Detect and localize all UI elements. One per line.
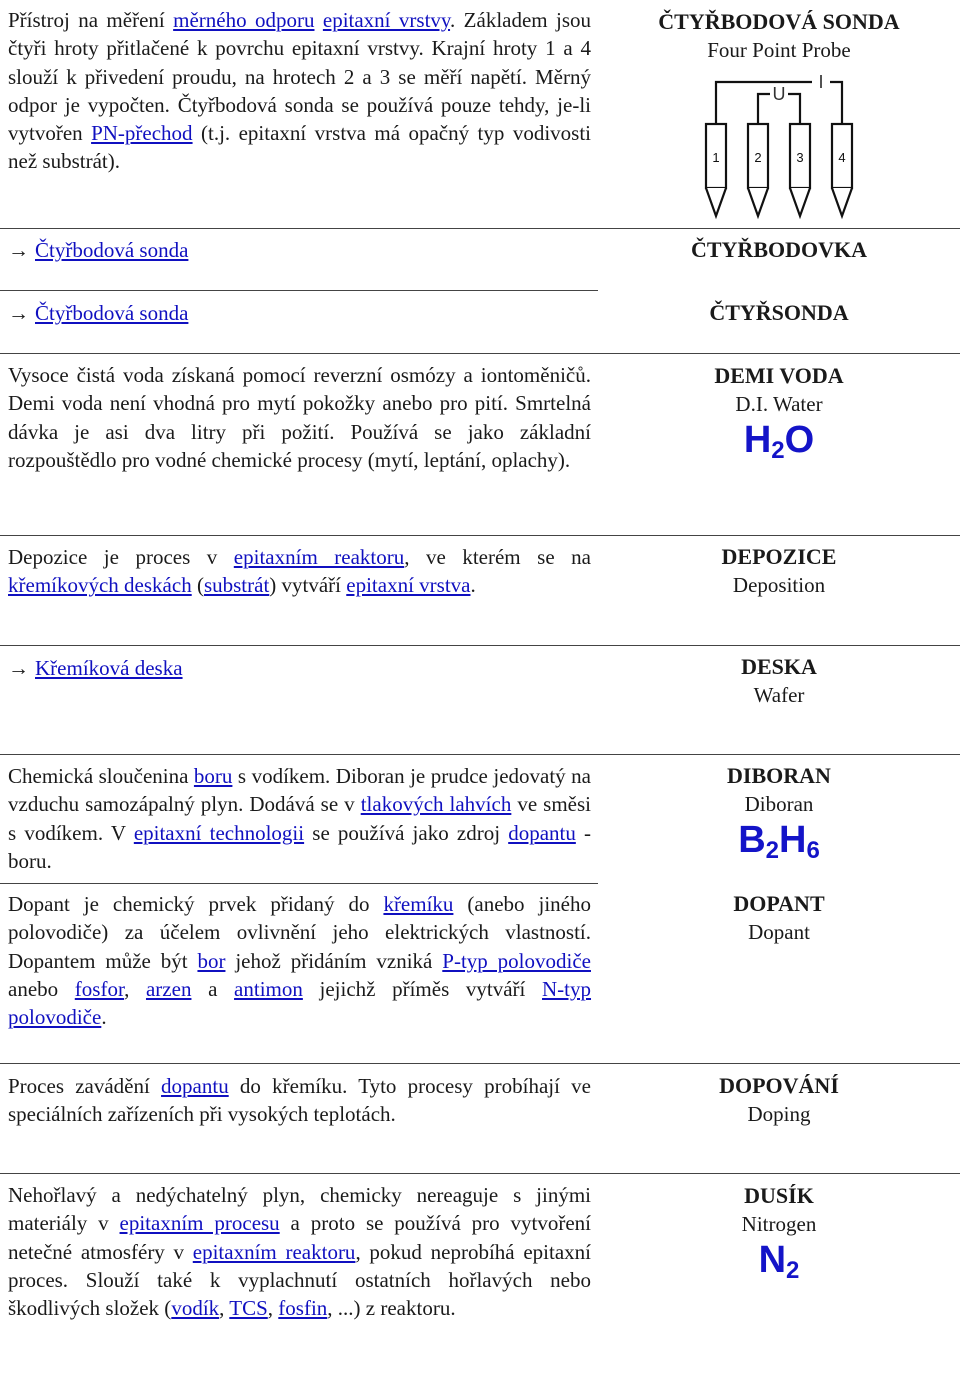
link-fosfor[interactable]: fosfor <box>74 976 125 1001</box>
probe-number-2: 2 <box>754 150 762 165</box>
term-block-depozice <box>598 543 960 599</box>
definition-deska <box>8 654 591 682</box>
link-vodik[interactable]: vodík <box>171 1296 220 1321</box>
divider <box>0 353 960 354</box>
link-fosfin[interactable]: fosfin <box>278 1296 328 1321</box>
link-kremikove-desky[interactable]: křemíkových deskách <box>8 573 192 598</box>
term-block-dusik <box>598 1182 960 1293</box>
text: . Základem jsou čtyři hroty přitlačené k povrchu epitaxní vrstvy. Krajní hroty 1 a 4 slouží k přivedení proudu, na hrotech 2 a 3 se měří napětí. Měrný odpor je vypočten. Čtyřbodová sonda se používá pouze tehdy, je-li vytvořen <box>8 8 592 146</box>
link-bor[interactable]: boru <box>193 764 233 788</box>
definition-diboran: Chemická sloučenina boru s vodíkem. Diboran je prudce jedovatý na vzduchu samozápalný plyn. Dodává se v tlakových lahvích ve směsi s vodíkem. V epitaxní technologii se používá jako zdroj dopantu - boru. <box>8 764 592 873</box>
crossref-kremikova-deska[interactable]: Křemíková deska <box>35 656 183 680</box>
probe-number-4: 4 <box>838 150 846 165</box>
term-block-ctyrbodovka <box>598 236 960 264</box>
definition-ctyrbodovka <box>8 236 591 264</box>
definition-dopovani: Proces zavádění dopantu do křemíku. Tyto procesy probíhají ve speciálních zařízeních při vysokých teplotách. <box>8 1074 591 1127</box>
probe-4 <box>832 124 852 216</box>
definition-dopant: Dopant je chemický prvek přidaný do křemíku (anebo jiného polovodiče) za účelem ovlivnění jeho elektrických vlastností. Dopantem může být bor jehož přidáním vzniká P-typ polovodiče anebo fosfor, arzen a antimon jejichž příměs vytváří N-typ polovodiče. <box>8 892 592 1030</box>
divider <box>0 1173 960 1174</box>
link-antimon[interactable]: antimon <box>234 976 303 1001</box>
link-epitaxni-technologie[interactable]: epitaxní technologii <box>133 820 305 845</box>
link-epitaxni-proces[interactable]: epitaxním procesu <box>119 1211 280 1236</box>
link-pn-prechod[interactable]: PN-přechod <box>91 121 193 146</box>
text: (t.j. epitaxní vrstva má opačný typ vodivosti než substrát). <box>8 121 591 174</box>
term-translation: Diboran <box>744 792 814 816</box>
link-epitaxni-vrstva[interactable]: epitaxní vrstva <box>346 573 471 598</box>
arrow-icon: → <box>8 301 29 325</box>
definition-depozice: Depozice je proces v epitaxním reaktoru, ve kterém se na křemíkových deskách (substrát) vytváří epitaxní vrstva. <box>8 545 591 598</box>
divider <box>0 754 960 755</box>
divider <box>0 290 598 291</box>
term-block-dopant <box>598 890 960 946</box>
term-title: DOPANT <box>733 891 825 916</box>
term-title: DOPOVÁNÍ <box>719 1073 839 1098</box>
link-p-typ-polovodice[interactable]: P-typ polovodiče <box>442 948 591 973</box>
crossref-ctyrbodova-sonda[interactable]: Čtyřbodová sonda <box>35 238 189 262</box>
link-bor[interactable]: bor <box>197 948 226 973</box>
link-tlakove-lahve[interactable]: tlakových lahvích <box>360 792 512 817</box>
text: Přístroj na měření <box>8 8 174 32</box>
link-epitaxni-reaktor[interactable]: epitaxním reaktoru <box>233 545 405 569</box>
term-title: DEMI VODA <box>714 363 844 388</box>
definition-ctyrbodova-sonda <box>8 6 591 176</box>
term-translation: Wafer <box>753 683 805 707</box>
crossref-ctyrbodova-sonda[interactable]: Čtyřbodová sonda <box>35 301 189 325</box>
term-block-ctyrsonda <box>598 299 960 327</box>
term-title: ČTYŘBODOVKA <box>690 237 867 262</box>
divider <box>0 535 960 536</box>
link-merny-odpor[interactable]: měrného odporu <box>173 8 315 32</box>
definition-ctyrsonda <box>8 299 591 327</box>
chemical-formula: $N_2$ <box>758 1239 800 1284</box>
link-epitaxni-reaktor[interactable]: epitaxním reaktoru <box>192 1239 356 1264</box>
term-translation: Deposition <box>732 573 826 597</box>
divider <box>0 228 960 229</box>
arrow-icon: → <box>8 238 29 262</box>
probe-number-1: 1 <box>712 150 720 165</box>
link-tcs[interactable]: TCS <box>229 1296 268 1321</box>
text <box>314 8 322 32</box>
term-translation: Four Point Probe <box>707 38 851 62</box>
divider <box>0 1063 960 1064</box>
link-dopant[interactable]: dopantu <box>161 1074 229 1098</box>
probe-1 <box>706 124 726 216</box>
term-translation: D.I. Water <box>735 392 823 416</box>
term-translation: Nitrogen <box>741 1212 817 1236</box>
term-block-dopovani <box>598 1072 960 1128</box>
link-n-typ-polovodice[interactable]: N-typ polovodiče <box>8 976 592 1030</box>
term-translation: Doping <box>747 1102 811 1126</box>
probe-2 <box>748 124 768 216</box>
term-translation: Dopant <box>748 920 810 944</box>
definition-demi-voda: Vysoce čistá voda získaná pomocí reverzní osmózy a iontoměničů. Demi voda není vhodná pro mytí pokožky anebo pro pití. Smrtelná dávka je asi dva litry při požití. Používá se jako základní rozpouštědlo pro vodné chemické procesy (mytí, leptání, oplachy). <box>8 363 591 472</box>
four-point-probe-diagram <box>700 66 870 221</box>
term-block-diboran <box>598 762 960 873</box>
term-title: DUSÍK <box>744 1183 814 1208</box>
link-arzen[interactable]: arzen <box>145 976 192 1001</box>
definition-dusik: Nehořlavý a nedýchatelný plyn, chemicky nereaguje s jinými materiály v epitaxním procesu a proto se používá pro vytvoření netečné atmosféry v epitaxním reaktoru, pokud neprobíhá epitaxní proces. Slouží také k vyplachnutí ostatních hořlavých nebo škodlivých složek (vodík, TCS, fosfin, ...) z reaktoru. <box>8 1183 591 1321</box>
term-title: DEPOZICE <box>721 544 837 569</box>
chemical-formula: $H_2O$ <box>743 419 815 464</box>
label-u: U <box>772 84 786 104</box>
link-kremik[interactable]: křemíku <box>383 892 454 916</box>
probe-3 <box>790 124 810 216</box>
divider <box>0 883 598 884</box>
term-block-demi-voda <box>598 362 960 473</box>
link-dopant[interactable]: dopantu <box>508 820 576 845</box>
chemical-formula: $B_2H_6$ <box>738 819 820 864</box>
link-epitaxni-vrstva[interactable]: epitaxní vrstvy <box>322 8 451 32</box>
term-title: DESKA <box>741 654 817 679</box>
link-substrat[interactable]: substrát <box>203 573 270 598</box>
label-i: I <box>818 72 824 92</box>
probe-number-3: 3 <box>796 150 804 165</box>
divider <box>0 645 960 646</box>
term-block-ctyrbodova-sonda <box>598 8 960 64</box>
term-title: DIBORAN <box>727 763 831 788</box>
term-block-deska <box>598 653 960 709</box>
term-title: ČTYŘBODOVÁ SONDA <box>658 9 900 34</box>
term-title: ČTYŘSONDA <box>709 300 849 325</box>
arrow-icon: → <box>8 656 29 680</box>
